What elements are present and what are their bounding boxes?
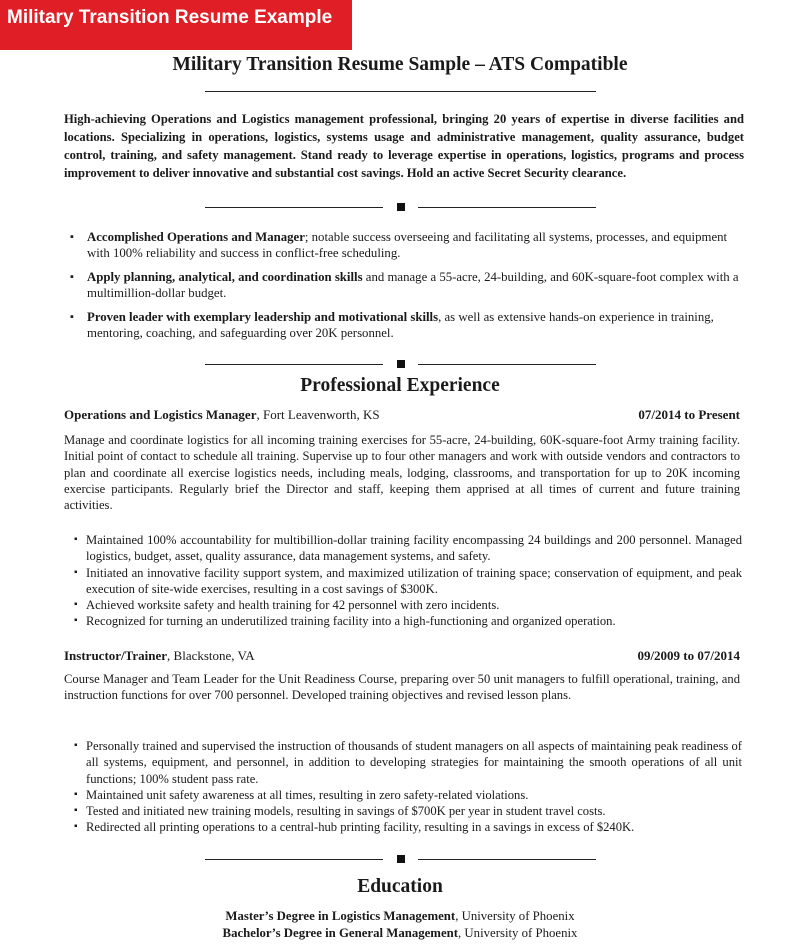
list-item: ▪ Recognized for turning an underutilized training facility into a high-functioning and organized operation. bbox=[74, 613, 742, 629]
job-header bbox=[64, 407, 740, 423]
highlight-bold: Proven leader with exemplary leadership and motivational skills bbox=[87, 310, 439, 324]
list-item: ▪ Personally trained and supervised the instruction of thousands of student managers on all aspects of maintaining peak readiness of all systems, equipment, and personnel, in addition to developing strategies for maintaining the smooth operations of all unit functions; 100% student pass rate. bbox=[74, 738, 742, 787]
education-heading: Education bbox=[357, 876, 443, 897]
job-role: Operations and Logistics Manager bbox=[64, 407, 257, 422]
experience-heading: Professional Experience bbox=[300, 375, 500, 396]
section-divider bbox=[205, 358, 596, 370]
resume-title: Military Transition Resume Sample – ATS Compatible bbox=[172, 54, 628, 75]
highlights-list bbox=[70, 229, 750, 349]
list-item bbox=[70, 229, 750, 261]
highlight-text: ; notable success overseeing and facilitating all systems, processes, and equipment with 100% reliability and success in conflict-free scheduling. bbox=[87, 230, 728, 260]
job-dates: 09/2009 to 07/2014 bbox=[637, 648, 740, 663]
list-item bbox=[70, 309, 750, 341]
title-underline bbox=[205, 91, 596, 92]
job-location: , Fort Leavenworth, KS bbox=[256, 407, 380, 422]
job-location: , Blackstone, VA bbox=[167, 648, 255, 663]
section-divider bbox=[205, 201, 596, 213]
section-divider bbox=[205, 853, 596, 865]
highlight-text: , as well as extensive hands-on experience in training, mentoring, coaching, and safeguarding over 20K personnel. bbox=[87, 310, 714, 340]
job-bullets bbox=[74, 532, 742, 630]
job-bullets bbox=[74, 738, 742, 836]
job-header bbox=[64, 648, 740, 664]
list-item: ▪ Tested and initiated new training models, resulting in savings of $700K per year in student travel costs. bbox=[74, 803, 742, 819]
list-item: ▪ Maintained unit safety awareness at all times, resulting in zero safety-related violations. bbox=[74, 787, 742, 803]
job-description: Course Manager and Team Leader for the Unit Readiness Course, preparing over 50 unit managers to fulfill operational, training, and instruction functions for over 700 personnel. Developed training objectives and revised lesson plans. bbox=[64, 672, 740, 703]
school-name: , University of Phoenix bbox=[455, 909, 575, 923]
degree-name: Master’s Degree in Logistics Management bbox=[225, 909, 456, 923]
job-dates: 07/2014 to Present bbox=[638, 407, 740, 422]
list-item: ▪ Redirected all printing operations to a central-hub printing facility, resulting in a savings in excess of $240K. bbox=[74, 819, 742, 835]
list-item: ▪ Achieved worksite safety and health training for 42 personnel with zero incidents. bbox=[74, 597, 742, 613]
education-entry bbox=[0, 925, 800, 942]
highlight-bold: Apply planning, analytical, and coordination skills bbox=[87, 270, 363, 284]
list-item bbox=[70, 269, 750, 301]
banner-label: Military Transition Resume Example bbox=[0, 0, 352, 50]
highlight-bold: Accomplished Operations and Manager bbox=[87, 230, 305, 244]
degree-name: Bachelor’s Degree in General Management bbox=[222, 926, 459, 940]
list-item: ▪ Maintained 100% accountability for multibillion-dollar training facility encompassing 24 buildings and 200 personnel. Managed logistics, budget, asset, quality assurance, data management systems, and safety. bbox=[74, 532, 742, 565]
job-description: Manage and coordinate logistics for all incoming training exercises for 55-acre, 24-building, 60K-square-foot Army training facility. Initial point of contact to schedule all training. Supervise up to four other managers and work with outside vendors and contractors to plan and coordinate all exercise logistics needs, including meals, lodging, classrooms, and transportation for up to 20K incoming exercise participants. Regularly brief the Director and staff, keeping them apprised at all times of current and future training activities. bbox=[64, 433, 740, 513]
education-entry bbox=[0, 908, 800, 925]
job-role: Instructor/Trainer bbox=[64, 648, 168, 663]
professional-summary: High-achieving Operations and Logistics management professional, bringing 20 years of expertise in diverse facilities and locations. Specializing in operations, logistics, systems usage and administrative management, quality assurance, budget control, training, and safety management. Stand ready to leverage expertise in operations, logistics, programs and process improvement to deliver innovative and substantial cost savings. Hold an active Secret Security clearance. bbox=[64, 112, 744, 180]
list-item: ▪ Initiated an innovative facility support system, and maximized utilization of training space; conservation of equipment, and peak execution of site-wide exercises, resulting in a cost savings of $300K. bbox=[74, 565, 742, 598]
school-name: , University of Phoenix bbox=[458, 926, 578, 940]
highlight-text: and manage a 55-acre, 24-building, and 60K-square-foot complex with a multimillion-dollar budget. bbox=[87, 270, 739, 300]
